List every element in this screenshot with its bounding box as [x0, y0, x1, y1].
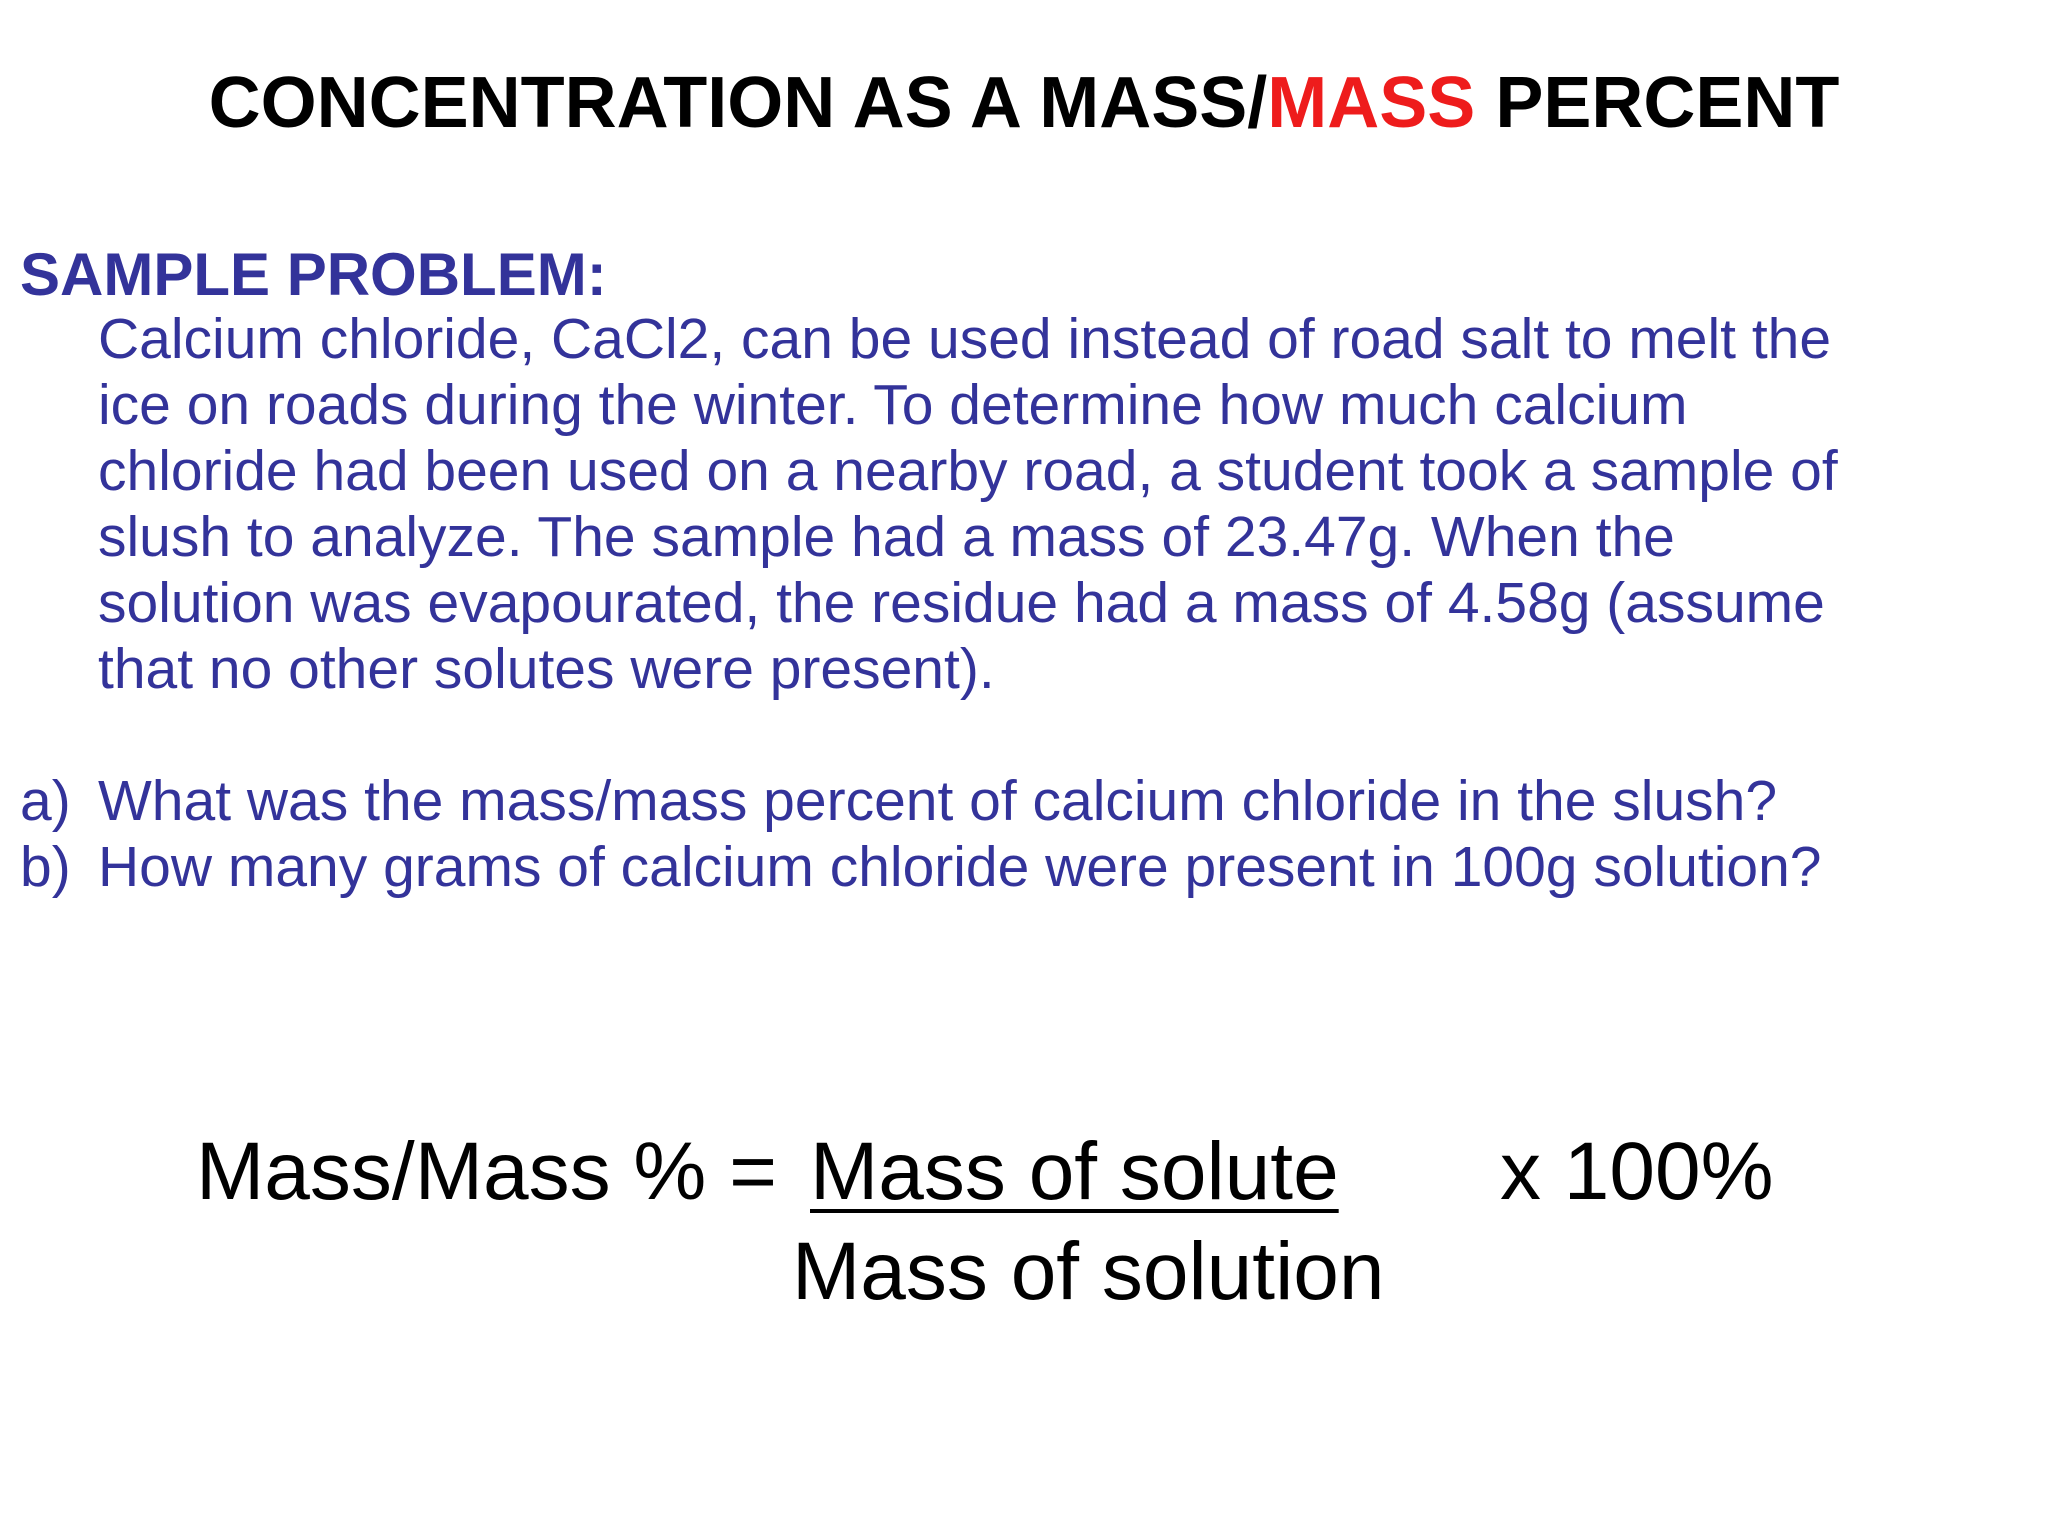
question-marker: b): [20, 835, 71, 899]
question-text: What was the mass/mass percent of calcium chloride in the slush?: [98, 769, 1778, 833]
title-prefix: CONCENTRATION AS A MASS/: [208, 63, 1268, 143]
formula-denominator: Mass of solution: [792, 1226, 1385, 1317]
question-item: [20, 768, 2030, 834]
problem-line: slush to analyze. The sample had a mass of 23.47g. When the: [98, 505, 1675, 569]
formula-multiplier: x 100%: [1500, 1126, 1774, 1217]
problem-line: that no other solutes were present).: [98, 637, 995, 701]
question-text: How many grams of calcium chloride were present in 100g solution?: [98, 835, 1822, 899]
problem-line: Calcium chloride, CaCl2, can be used instead of road salt to melt the: [98, 307, 1832, 371]
problem-line: solution was evapourated, the residue had a mass of 4.58g (assume: [98, 571, 1825, 635]
problem-line: ice on roads during the winter. To determine how much calcium: [98, 373, 1688, 437]
problem-text: [98, 306, 2028, 702]
question-list: [20, 768, 2030, 900]
question-item: [20, 834, 2030, 900]
title-accent: MASS: [1267, 63, 1476, 143]
formula-numerator: Mass of solute: [810, 1126, 1339, 1217]
title-suffix: PERCENT: [1475, 63, 1840, 143]
formula-lhs: Mass/Mass % =: [196, 1126, 777, 1217]
slide-title: [0, 62, 2048, 144]
problem-line: chloride had been used on a nearby road, a student took a sample of: [98, 439, 1838, 503]
question-marker: a): [20, 769, 71, 833]
sample-problem-heading: SAMPLE PROBLEM:: [20, 241, 607, 308]
